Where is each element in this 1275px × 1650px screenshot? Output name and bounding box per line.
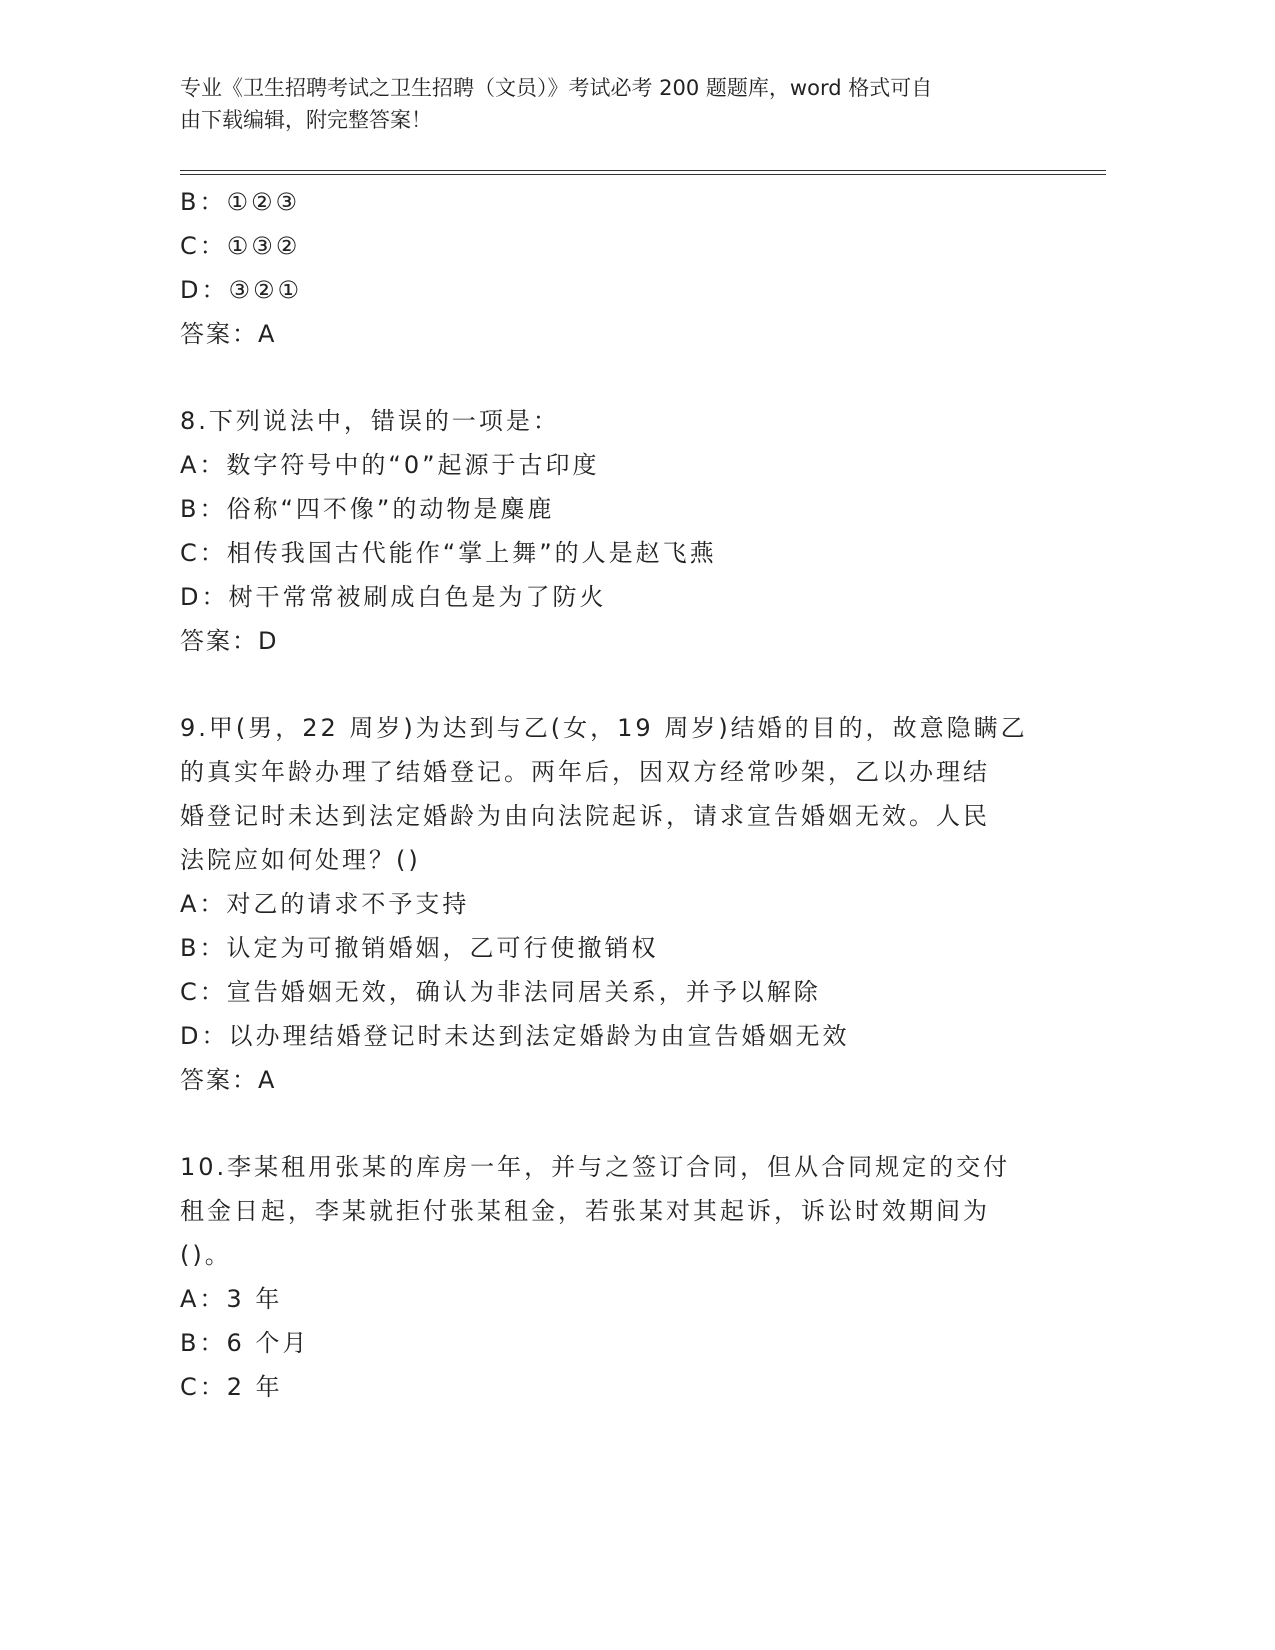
question-stem [180,1145,1030,1277]
answer: 答案：D [180,627,279,655]
spacer [180,663,1060,706]
stem-line: 婚登记时未达到法定婚龄为由向法院起诉，请求宣告婚姻无效。人民 [180,802,990,830]
question-stem [180,706,1030,882]
option-d: D：树干常常被刷成白色是为了防火 [180,583,607,611]
stem-line: 的真实年龄办理了结婚登记。两年后，因双方经常吵架，乙以办理结 [180,758,990,786]
option-c: C：①③② [180,232,301,260]
option-a: A：数字符号中的“0”起源于古印度 [180,451,600,479]
option-b: B：俗称“四不像”的动物是麋鹿 [180,495,555,523]
question-9 [180,706,1060,1102]
option-a: A：3 年 [180,1285,283,1313]
answer: 答案：A [180,1066,277,1094]
question-stem: 8.下列说法中，错误的一项是： [180,407,560,435]
stem-line: 9.甲(男，22 周岁)为达到与乙(女，19 周岁)结婚的目的，故意隐瞒乙 [180,714,1028,742]
header-divider-bottom [180,174,1106,175]
spacer [180,1102,1060,1145]
question-10 [180,1145,1060,1409]
option-c: C：相传我国古代能作“掌上舞”的人是赵飞燕 [180,539,717,567]
answer: 答案：A [180,320,277,348]
header-line-2: 由下载编辑，附完整答案！ [180,108,432,132]
question-7 [180,180,1060,356]
option-b: B：6 个月 [180,1329,310,1357]
option-b: B：认定为可撤销婚姻，乙可行使撤销权 [180,934,659,962]
stem-line: 法院应如何处理？() [180,846,421,874]
stem-line: 10.李某租用张某的库房一年，并与之签订合同，但从合同规定的交付 [180,1153,1011,1181]
stem-line: 租金日起，李某就拒付张某租金，若张某对其起诉，诉讼时效期间为 [180,1197,990,1225]
stem-line: ()。 [180,1241,232,1269]
option-a: A：对乙的请求不予支持 [180,890,470,918]
option-d: D：③②① [180,276,303,304]
option-c: C：宣告婚姻无效，确认为非法同居关系，并予以解除 [180,978,821,1006]
question-list [180,180,1060,1409]
header-line-1: 专业《卫生招聘考试之卫生招聘（文员）》考试必考 200 题题库，word 格式可自 [180,76,933,100]
spacer [180,356,1060,399]
option-c: C：2 年 [180,1373,283,1401]
header-divider-top [180,170,1106,171]
question-8 [180,399,1060,663]
document-header [180,72,1060,136]
option-b: B：①②③ [180,188,301,216]
option-d: D：以办理结婚登记时未达到法定婚龄为由宣告婚姻无效 [180,1022,850,1050]
